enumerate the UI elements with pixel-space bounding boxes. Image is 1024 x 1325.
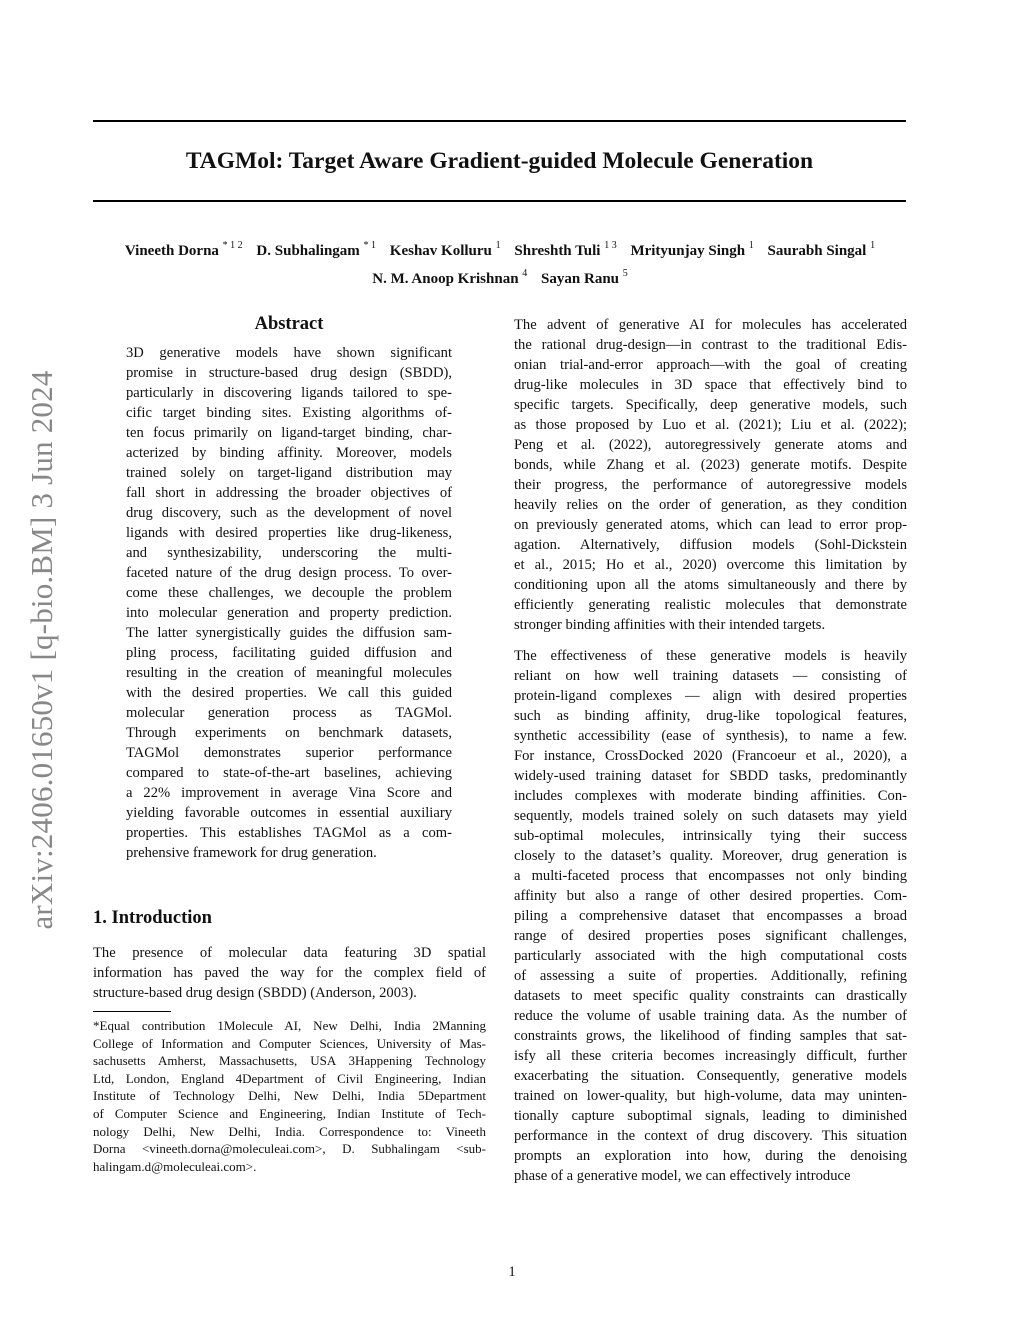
text-line: properties. This establishes TAGMol as a com- — [126, 825, 452, 841]
text-line: datasets to meet specific quality constraints can drastically — [514, 988, 907, 1004]
text-line: specific targets. Specifically, deep generative models, such — [514, 397, 907, 413]
text-line: widely-used training dataset for SBDD tasks, predominantly — [514, 768, 907, 784]
text-line: prompts an exploration into how, during the denoising — [514, 1148, 907, 1164]
text-line: Ltd, London, England 4Department of Civil Engineering, Indian — [93, 1070, 486, 1086]
author: Saurabh Singal $^1$ — [767, 240, 876, 259]
text-line: conditioning upon all the atoms simultaneously and there by — [514, 577, 907, 593]
text-line: For instance, CrossDocked 2020 (Francoeur et al., 2020), a — [514, 748, 907, 764]
text-line: a multi-faceted process that encompasses not only binding — [514, 868, 907, 884]
text-line: reliant on how well training datasets — consisting of — [514, 668, 907, 684]
text-line: efficiently generating realistic molecules that demonstrate — [514, 597, 907, 613]
text-line: faceted nature of the drug design process. To over- — [126, 565, 452, 581]
text-line: The advent of generative AI for molecules has accelerated — [514, 317, 907, 333]
abstract-heading: Abstract — [254, 314, 324, 334]
text-line: constraints grows, the likelihood of finding samples that sat- — [514, 1028, 907, 1044]
text-line: includes complexes with moderate binding affinities. Con- — [514, 788, 907, 804]
text-line: on previously generated atoms, which can lead to error prop- — [514, 517, 907, 533]
text-line: compared to state-of-the-art baselines, achieving — [126, 765, 452, 781]
text-line: Through experiments on benchmark datasets, — [126, 725, 452, 741]
text-line: drug-like molecules in 3D space that effectively bind to — [514, 377, 907, 393]
text-line: range of desired properties poses significant challenges, — [514, 928, 907, 944]
abstract-text — [126, 343, 452, 863]
text-line: heavily relies on the order of generation, as they condition — [514, 497, 907, 513]
right-column-paragraph-1 — [514, 315, 907, 635]
text-line: piling a comprehensive dataset that encompasses a broad — [514, 908, 907, 924]
text-line: ten focus primarily on ligand-target binding, char- — [126, 425, 452, 441]
text-line: resulting in the creation of meaningful molecules — [126, 665, 452, 681]
text-line: particularly in discovering ligands tailored to spe- — [126, 385, 452, 401]
author: Sayan Ranu $^5$ — [541, 268, 628, 287]
text-line: agation. Alternatively, diffusion models (Sohl-Dickstein — [514, 537, 907, 553]
author: Mrityunjay Singh $^1$ — [630, 240, 754, 259]
text-line: as those proposed by Luo et al. (2021); Liu et al. (2022); — [514, 417, 907, 433]
text-line: exacerbating the situation. Consequently, generative models — [514, 1068, 907, 1084]
text-line: information has paved the way for the complex field of — [93, 965, 486, 981]
text-line: tionally capture suboptimal signals, leading to diminished — [514, 1108, 907, 1124]
text-line: and synthesizability, underscoring the multi- — [126, 545, 452, 561]
text-line: ligands with desired properties like drug-likeness, — [126, 525, 452, 541]
text-line: stronger binding affinities with their intended targets. — [514, 617, 826, 633]
section-heading: 1. Introduction — [93, 908, 212, 928]
arxiv-stamp: arXiv:2406.01650v1 [q-bio.BM] 3 Jun 2024 — [24, 370, 59, 930]
page-number: 1 — [508, 1264, 516, 1280]
text-line: of assessing a suite of properties. Additionally, refining — [514, 968, 907, 984]
text-line: structure-based drug design (SBDD) (Anderson, 2003). — [93, 985, 417, 1001]
text-line: cific target binding sites. Existing algorithms of- — [126, 405, 452, 421]
text-line: molecular generation process as TAGMol. — [126, 705, 452, 721]
text-line: Institute of Technology Delhi, New Delhi, India 5Department — [93, 1088, 486, 1104]
text-line: halingam.d@moleculeai.com>. — [93, 1158, 257, 1174]
text-line: trained solely on target-ligand distribution may — [126, 465, 452, 481]
text-line: isfy all these criteria becomes increasingly difficult, further — [514, 1048, 907, 1064]
text-line: of Computer Science and Engineering, Indian Institute of Tech- — [93, 1105, 486, 1121]
text-line: bonds, while Zhang et al. (2023) generate motifs. Despite — [514, 457, 907, 473]
text-line: sachusetts Amherst, Massachusetts, USA 3Happening Technology — [93, 1053, 486, 1069]
text-line: onian trial-and-error approach—with the goal of creating — [514, 357, 907, 373]
text-line: sub-optimal molecules, intrinsically tying their success — [514, 828, 907, 844]
author: Vineeth Dorna $^{* 1 2}$ — [124, 240, 243, 259]
text-line: into molecular generation and property prediction. — [126, 605, 452, 621]
text-line: sequently, models trained solely on such datasets may yield — [514, 808, 907, 824]
intro-text — [93, 943, 486, 1003]
text-line: performance in the context of drug discovery. This situation — [514, 1128, 907, 1144]
top-rule — [93, 120, 906, 122]
author: N. M. Anoop Krishnan $^4$ — [372, 268, 528, 287]
text-line: acterized by binding affinity. Moreover, models — [126, 445, 452, 461]
text-line: protein-ligand complexes — align with desired properties — [514, 688, 907, 704]
text-line: Dorna <vineeth.dorna@moleculeai.com>, D. Subhalingam <sub- — [93, 1141, 486, 1157]
right-column-paragraph-2 — [514, 646, 907, 1186]
text-line: come these challenges, we decouple the problem — [126, 585, 452, 601]
text-line: the rational drug-design—in contrast to the traditional Edis- — [514, 337, 907, 353]
author-list — [80, 235, 920, 291]
text-line: drug discovery, such as the development of novel — [126, 505, 452, 521]
text-line: a 22% improvement in average Vina Score and — [126, 785, 452, 801]
text-line: reduce the volume of usable training data. As the number of — [514, 1008, 907, 1024]
text-line: yielding favorable outcomes in essential auxiliary — [126, 805, 452, 821]
text-line: nology Delhi, New Delhi, India. Correspondence to: Vineeth — [93, 1123, 486, 1139]
title-bottom-rule — [93, 200, 906, 202]
text-line: et al., 2015; Ho et al., 2020) overcome this limitation by — [514, 557, 907, 573]
text-line: fall short in addressing the broader objectives of — [126, 485, 452, 501]
author: Shreshth Tuli $^{1 3}$ — [514, 240, 617, 259]
author: D. Subhalingam $^{* 1}$ — [256, 240, 377, 259]
footnote-rule — [93, 1011, 171, 1012]
text-line: The latter synergistically guides the diffusion sam- — [126, 625, 452, 641]
paper-title: TAGMol: Target Aware Gradient-guided Molecule Generation — [185, 148, 814, 174]
text-line: particularly associated with the high computational costs — [514, 948, 907, 964]
text-line: affinity but also a range of other desired properties. Com- — [514, 888, 907, 904]
footnote-text — [93, 1017, 486, 1175]
text-line: The effectiveness of these generative models is heavily — [514, 648, 907, 664]
text-line: prehensive framework for drug generation. — [126, 845, 377, 861]
text-line: trained on lower-quality, but high-volume, data may uninten- — [514, 1088, 907, 1104]
text-line: TAGMol demonstrates superior performance — [126, 745, 452, 761]
text-line: synthetic accessibility (ease of synthesis), to name a few. — [514, 728, 907, 744]
text-line: *Equal contribution 1Molecule AI, New Delhi, India 2Manning — [93, 1018, 486, 1033]
text-line: pling process, facilitating guided diffusion and — [126, 645, 452, 661]
text-line: Peng et al. (2022), autoregressively generate atoms and — [514, 437, 907, 453]
text-line: such as binding affinity, drug-like topological features, — [514, 708, 907, 724]
author: Keshav Kolluru $^1$ — [389, 240, 501, 259]
text-line: promise in structure-based drug design (SBDD), — [126, 365, 452, 381]
text-line: their progress, the performance of autoregressive models — [514, 477, 907, 493]
text-line: closely to the dataset’s quality. Moreover, drug generation is — [514, 848, 907, 864]
text-line: 3D generative models have shown significant — [126, 345, 452, 361]
text-line: College of Information and Computer Sciences, University of Mas- — [93, 1035, 486, 1051]
text-line: with the desired properties. We call this guided — [126, 685, 452, 701]
text-line: The presence of molecular data featuring 3D spatial — [93, 945, 486, 961]
text-line: phase of a generative model, we can effectively introduce — [514, 1168, 851, 1184]
